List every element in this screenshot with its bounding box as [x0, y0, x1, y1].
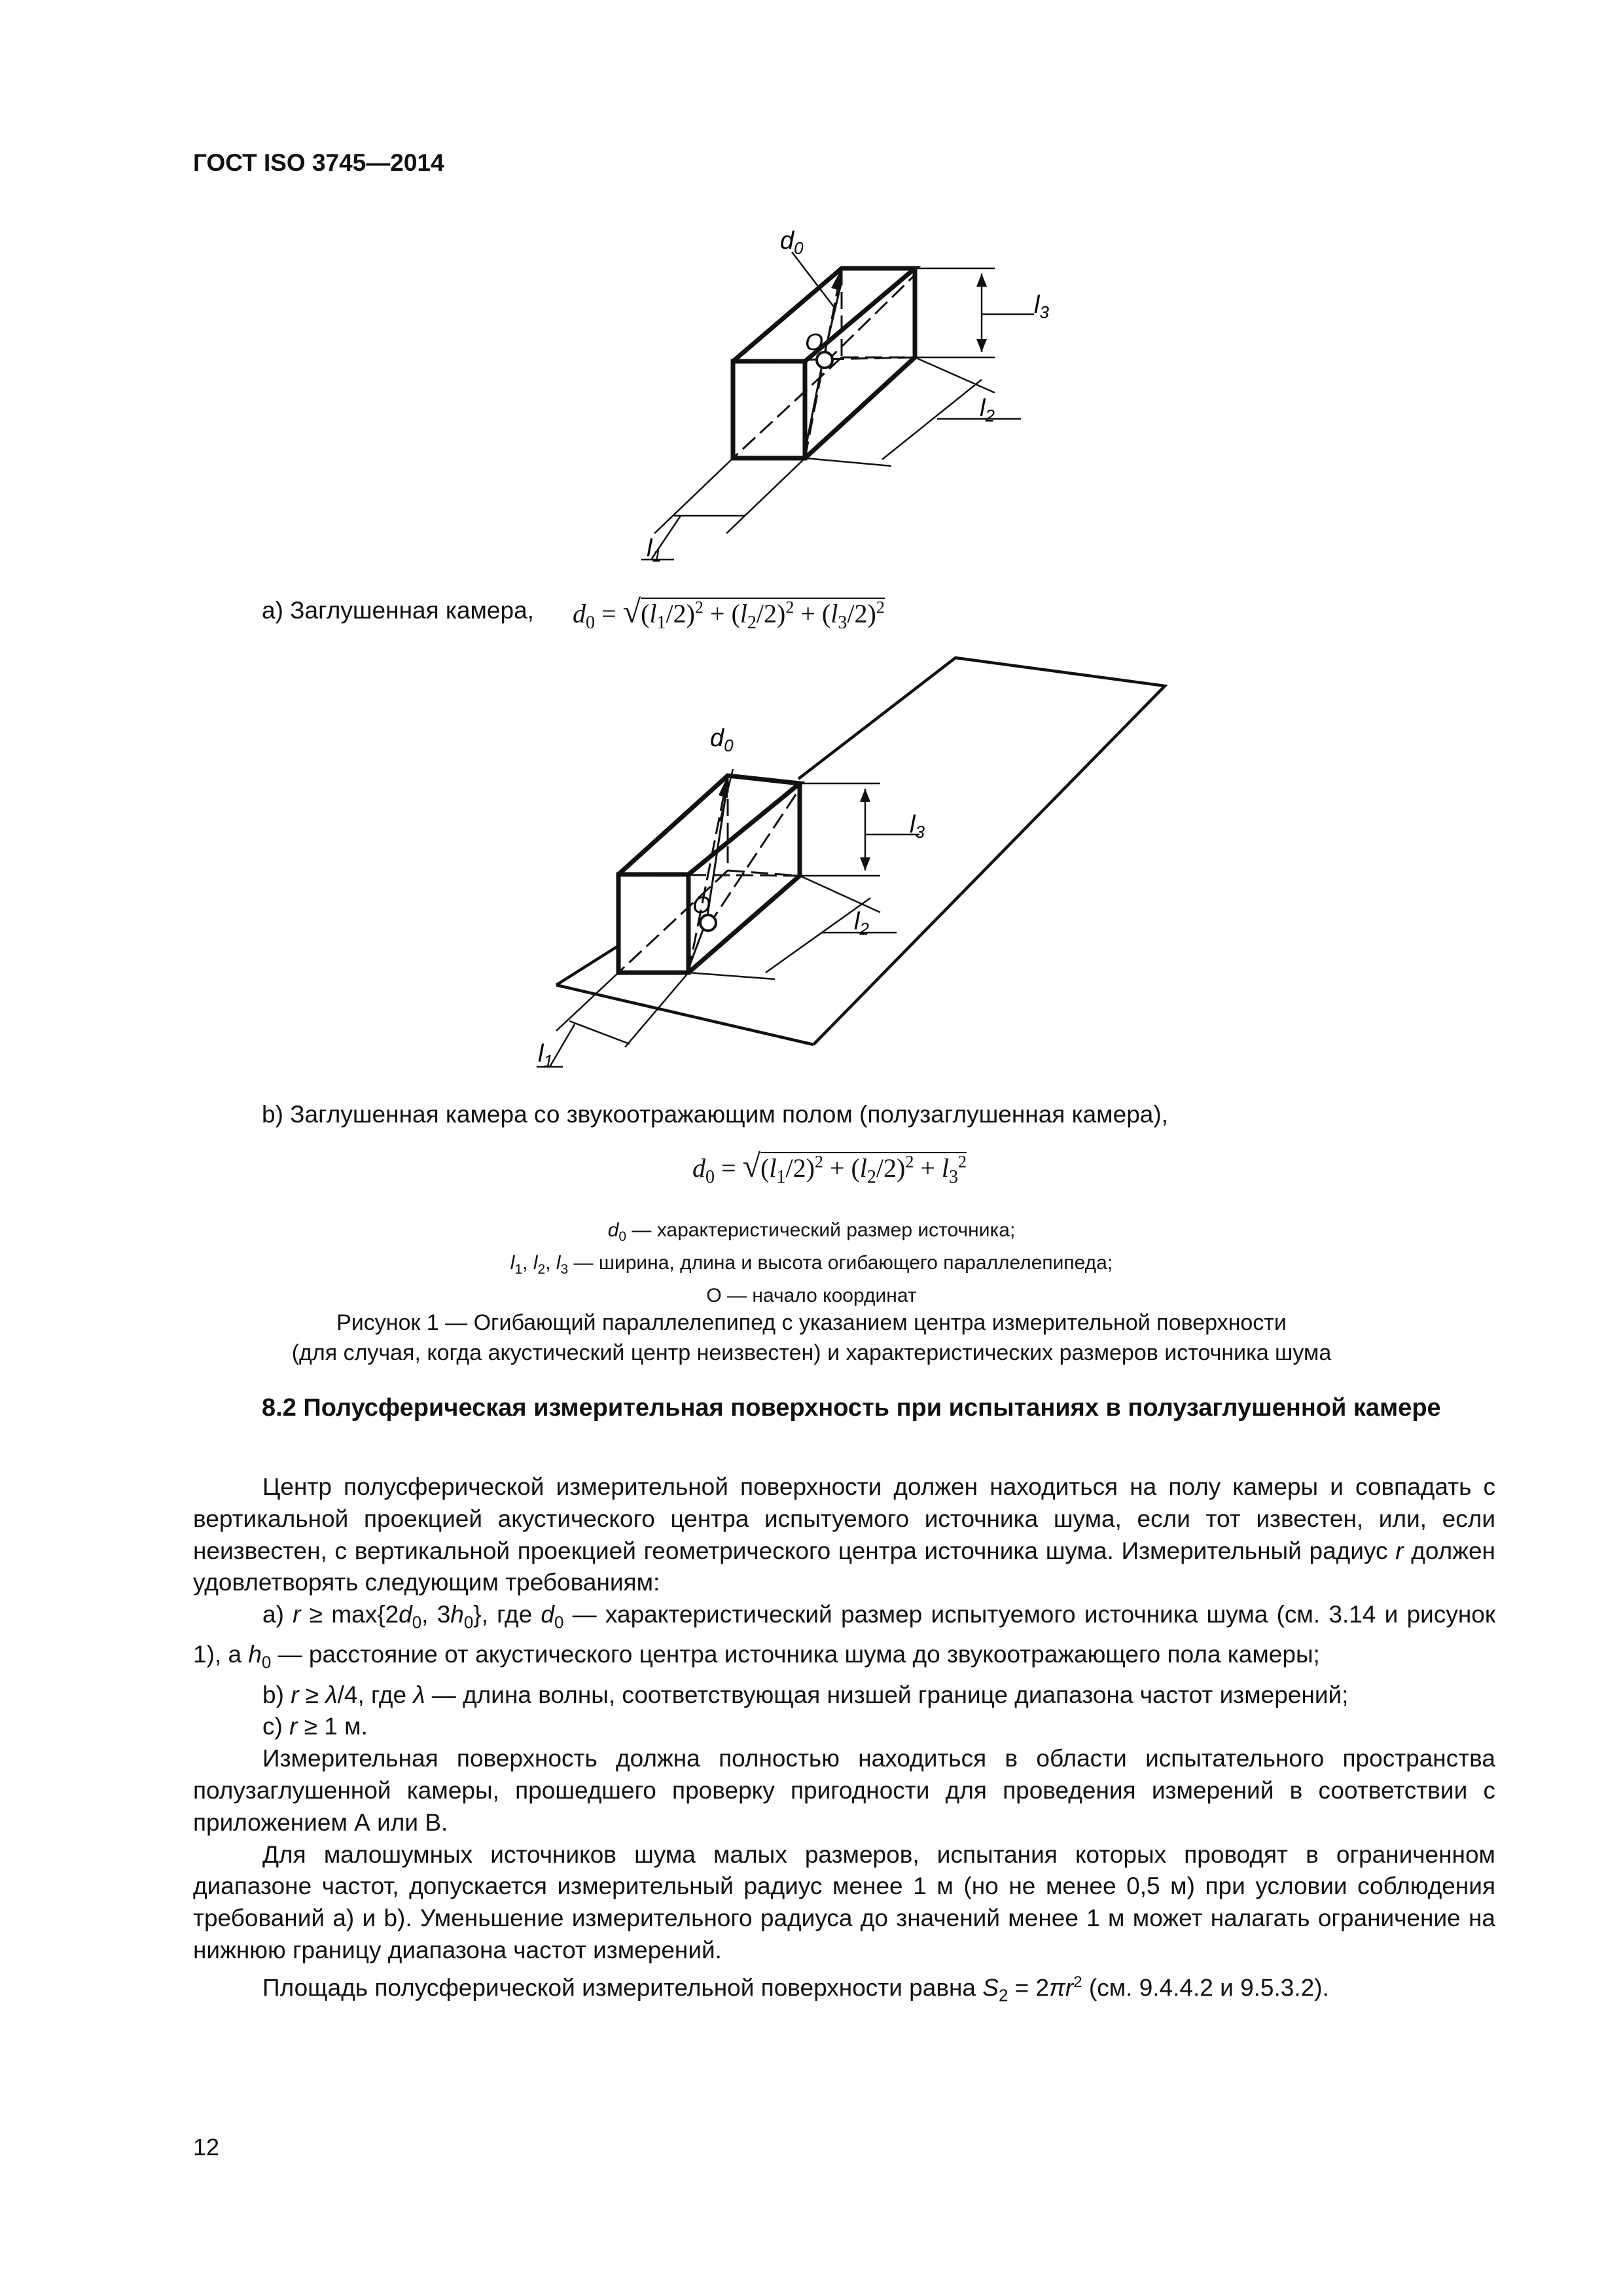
label-l2-a: $l_2$: [980, 395, 995, 425]
figure-title-line-2: (для случая, когда акустический центр неизвестен) и характеристических размеров источника шума: [291, 1340, 1332, 1365]
document-header: ГОСТ ISO 3745—2014: [193, 149, 444, 176]
label-l3-b: $l_3$: [910, 811, 925, 842]
paragraph-3: Для малошумных источников шума малых размеров, испытания которых проводят в ограниченном диапазоне частот, допускается измерительный радиус менее 1 м (но не менее 0,5 м) при условии соблюдения требований а) и b). Уменьшение измерительного радиуса до значений менее 1 м может налагать ограничение на нижнюю границу диапазона частот измерений.: [193, 1840, 1495, 1964]
label-d0-a: $d_0$: [780, 227, 804, 258]
label-l1-b: $l_1$: [538, 1040, 553, 1071]
item-c: с) r ≥ 1 м.: [262, 1713, 368, 1740]
figure-b-drawing: [537, 648, 1185, 1093]
paragraph-4: Площадь полусферической измерительной поверхности равна $S_2 = 2\pi r^2$ (см. 9.4.4.2 и 9.5.3.2).: [262, 1973, 1329, 2005]
section-title: 8.2 Полусферическая измерительная поверхность при испытаниях в полузаглушенной камере: [262, 1394, 1441, 1422]
label-origin-a: O: [805, 329, 824, 355]
label-l3-a: $l_3$: [1034, 291, 1049, 322]
page-number: 12: [193, 2134, 220, 2161]
item-b: b) r ≥ λ/4, где λ — длина волны, соответствующая низшей границе диапазона частот измерений;: [262, 1681, 1349, 1708]
caption-a: а) Заглушенная камера,: [262, 597, 534, 624]
legend-line-3: О — начало координат: [706, 1285, 917, 1306]
formula-a: $d_0 = √(l_1/2)^2 + (l_2/2)^2 + (l_3/2)^2$: [573, 593, 885, 633]
figure-title: [0, 1308, 1623, 1368]
legend-line-2: $l_1$, $l_2$, $l_3$ — ширина, длина и высота огибающего параллелепипеда;: [510, 1252, 1113, 1277]
figure-title-line-1: Рисунок 1 — Огибающий параллелепипед с указанием центра измерительной поверхности: [336, 1310, 1287, 1335]
paragraph-1: Центр полусферической измерительной поверхности должен находиться на полу камеры и совпадать с вертикальной проекцией акустического центра испытуемого источника шума, если тот известен, или, если неизвестен, с вертикальной проекцией геометрического центра источника шума. Измерительный радиус r должен удовлетворять следующим требованиям:: [193, 1473, 1495, 1596]
figure-a-drawing: [622, 216, 1113, 583]
legend-line-1: $d_0$ — характеристический размер источника;: [607, 1219, 1016, 1244]
formula-b: $d_0 = √(l_1/2)^2 + (l_2/2)^2 + l_3^2$: [692, 1147, 967, 1187]
label-l1-a: $l_1$: [647, 535, 662, 565]
label-l2-b: $l_2$: [854, 908, 869, 939]
caption-b: b) Заглушенная камера со звукоотражающим полом (полузаглушенная камера),: [262, 1101, 1168, 1128]
paragraph-2: Измерительная поверхность должна полностью находиться в области испытательного пространства полузаглушенной камеры, прошедшего проверку пригодности для проведения измерений в соответствии с приложением А или В.: [193, 1745, 1495, 1836]
label-origin-b: O: [692, 891, 711, 918]
label-d0-b: $d_0$: [710, 725, 734, 755]
section-body: [193, 1471, 1495, 2012]
figure-legend: [0, 1217, 1623, 1309]
item-a: а) $r \ge \max\{2d_0$, $3h_0$}, где $d_0$ — характеристический размер испытуемого источника шума (см. 3.14 и рисунок 1), а $h_0$ — расстояние от акустического центра источника шума до звукоотражающего пола камеры;: [193, 1601, 1496, 1672]
